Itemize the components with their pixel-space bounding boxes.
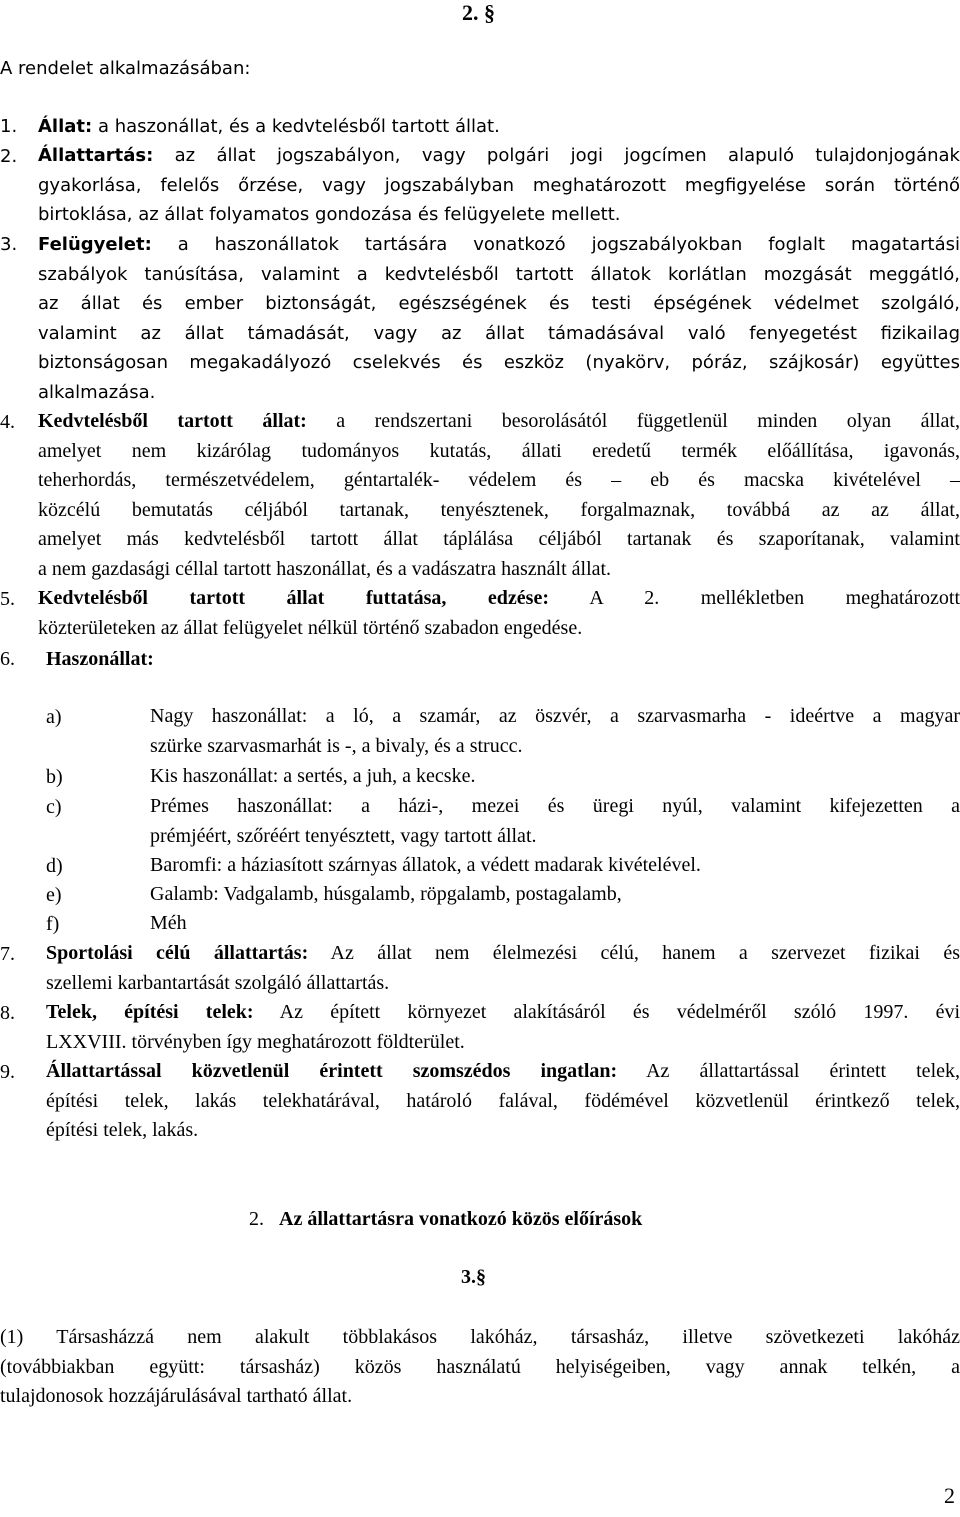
definition-term: Sportolási célú állattartás: [46, 942, 309, 964]
section-mark-2: 2. § [462, 0, 495, 25]
definition-term: Állat: [38, 116, 93, 137]
definition-6 [46, 648, 154, 671]
section-mark-3: 3.§ [461, 1266, 486, 1288]
chapter-number: 2. [249, 1208, 264, 1230]
list-item: Nagy haszonállat: a ló, a szamár, az öszvér, a szarvasmarha - ideértve a magyar szürke szarvasmarhát is -, a bivaly, és a strucc. [150, 705, 960, 757]
definition-term: Állattartással közvetlenül érintett szomszédos ingatlan: [46, 1060, 618, 1082]
definition-7: Sportolási célú állattartás: Az állat nem élelmezési célú, hanem a szervezet fizikai és szellemi karbantartását szolgáló állattartás. [46, 942, 960, 994]
intro-text: A rendelet alkalmazásában: [0, 58, 251, 79]
definition-number: 1. [0, 116, 18, 137]
chapter-title: Az állattartásra vonatkozó közös előírások [279, 1208, 643, 1230]
definition-number: 7. [0, 943, 15, 965]
list-letter: e) [46, 884, 62, 906]
list-item: Kis haszonállat: a sertés, a juh, a kecske. [150, 765, 476, 787]
definition-term: Felügyelet: [38, 234, 152, 255]
definition-2: Állattartás: az állat jogszabályon, vagy polgári jogi jogcímen alapuló tulajdonjogának gyakorlása, felelős őrzése, vagy jogszabályban meghatározott megfigyelése során történő birtoklása, az állat folyamatos gondozása és felügyelete mellett. [38, 145, 960, 226]
definition-term: Kedvtelésből tartott állat futtatása, edzése: [38, 587, 549, 609]
definition-number: 5. [0, 588, 15, 610]
list-item: Prémes haszonállat: a házi-, mezei és üregi nyúl, valamint kifejezetten a prémjéért, szőréért tenyésztett, vagy tartott állat. [150, 795, 960, 847]
section-3-paragraph-1: (1) Társasházzá nem alakult többlakásos lakóház, társasház, illetve szövetkezeti lakóház (továbbiakban együtt: társasház) közös használatú helyiségeiben, vagy annak telkén, a tulajdonosok hozzájárulásával tartható állat. [0, 1326, 960, 1408]
list-letter: f) [46, 913, 60, 935]
list-letter: c) [46, 796, 62, 818]
definition-number: 6. [0, 648, 15, 670]
definition-5: Kedvtelésből tartott állat futtatása, edzése: A 2. mellékletben meghatározott közterületeken az állat felügyelet nélkül történő szabadon engedése. [38, 587, 960, 639]
list-item: Galamb: Vadgalamb, húsgalamb, röpgalamb, postagalamb, [150, 883, 622, 905]
list-item: Méh [150, 912, 187, 934]
definition-4: Kedvtelésből tartott állat: a rendszertani besorolásától függetlenül minden olyan állat, amelyet nem kizárólag tudományos kutatás, állati eredetű termék előállítása, igavonás, teherhordás, természetvédelem, géntartalék- védelem és – eb és macska kivételével – közcélú bemutatás céljából tartanak, tenyésztenek, forgalmaznak, továbbá az az állat, amelyet más kedvtelésből tartott állat táplálása céljából tartanak és szaporítanak, valamint a nem gazdasági céllal tartott haszonállat, és a vadászatra használt állat. [38, 410, 960, 580]
definition-number: 8. [0, 1002, 15, 1024]
definition-number: 3. [0, 234, 18, 255]
definition-term: Állattartás: [38, 145, 154, 166]
definition-number: 9. [0, 1061, 15, 1083]
definition-9: Állattartással közvetlenül érintett szomszédos ingatlan: Az állattartással érintett telek, építési telek, lakás telekhatárával, határoló falával, födémével közvetlenül érintkező telek, építési telek, lakás. [46, 1060, 960, 1142]
definition-1: Állat: a haszonállat, és a kedvtelésből tartott állat. [38, 116, 500, 137]
definition-3: Felügyelet: a haszonállatok tartására vonatkozó jogszabályokban foglalt magatartási szabályok tanúsítása, valamint a kedvtelésből tartott állatok korlátlan mozgását meggátló, az állat és ember biztonságát, egészségének és testi épségének védelmet szolgáló, valamint az állat támadását, vagy az állat támadásával való fenyegetést fizikailag biztonságosan megakadályozó cselekvés és eszköz (nyakörv, póráz, szájkosár) együttes alkalmazása. [38, 234, 960, 403]
list-letter: b) [46, 766, 63, 788]
definition-term: Haszonállat: [46, 648, 154, 670]
chapter-heading [249, 1208, 642, 1231]
page-number: 2 [944, 1483, 955, 1508]
definition-8: Telek, építési telek: Az épített környezet alakításáról és védelméről szóló 1997. évi LXXVIII. törvényben így meghatározott földterület. [46, 1001, 960, 1053]
definition-term: Kedvtelésből tartott állat: [38, 410, 307, 432]
definition-number: 4. [0, 411, 15, 433]
list-item: Baromfi: a háziasított szárnyas állatok, a védett madarak kivételével. [150, 854, 701, 876]
definition-number: 2. [0, 146, 18, 167]
list-letter: a) [46, 706, 62, 728]
definition-term: Telek, építési telek: [46, 1001, 254, 1023]
list-letter: d) [46, 855, 63, 877]
